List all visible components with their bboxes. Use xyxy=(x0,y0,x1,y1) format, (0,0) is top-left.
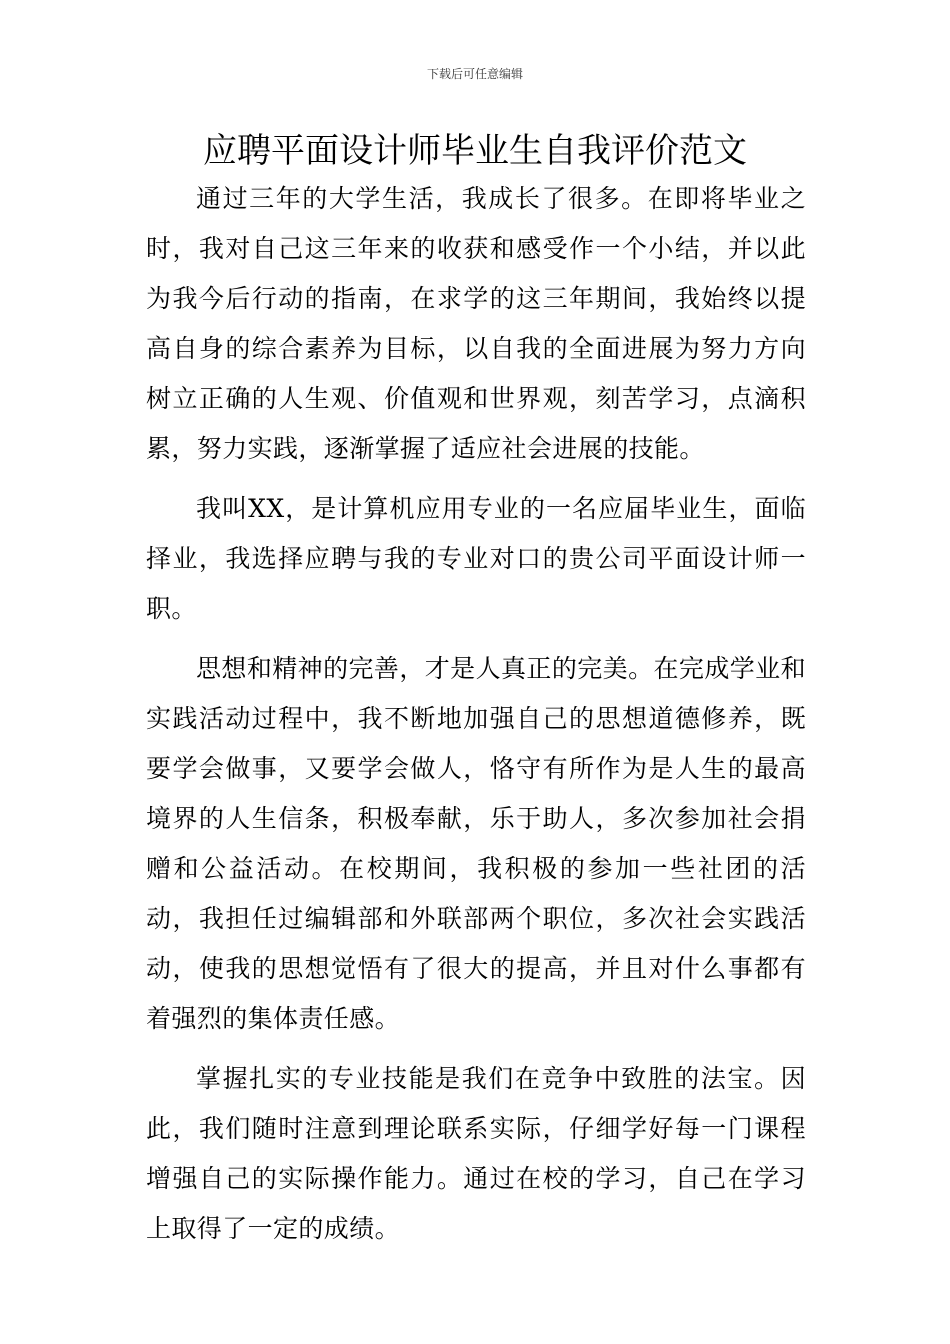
paragraph-2: 我叫XX，是计算机应用专业的一名应届毕业生，面临择业，我选择应聘与我的专业对口的贵公司平面设计师一职。 xyxy=(146,494,806,623)
document-body xyxy=(146,174,806,1264)
header-note: 下载后可任意编辑 xyxy=(426,67,523,81)
paragraph-1: 通过三年的大学生活，我成长了很多。在即将毕业之时，我对自己这三年来的收获和感受作一个小结，并以此为我今后行动的指南，在求学的这三年期间，我始终以提高自身的综合素养为目标，以自我的全面进展为努力方向树立正确的人生观、价值观和世界观，刻苦学习，点滴积累，努力实践，逐渐掌握了适应社会进展的技能。 xyxy=(146,184,806,463)
paragraph-3: 思想和精神的完善，才是人真正的完美。在完成学业和实践活动过程中，我不断地加强自己的思想道德修养，既要学会做事，又要学会做人，恪守有所作为是人生的最高境界的人生信条，积极奉献，乐于助人，多次参加社会捐赠和公益活动。在校期间，我积极的参加一些社团的活动，我担任过编辑部和外联部两个职位，多次社会实践活动，使我的思想觉悟有了很大的提高，并且对什么事都有着强烈的集体责任感。 xyxy=(146,654,806,1033)
paragraph-4: 掌握扎实的专业技能是我们在竞争中致胜的法宝。因此，我们随时注意到理论联系实际，仔细学好每一门课程增强自己的实际操作能力。通过在校的学习，自己在学习上取得了一定的成绩。 xyxy=(146,1064,806,1243)
document-title: 应聘平面设计师毕业生自我评价范文 xyxy=(203,131,747,171)
